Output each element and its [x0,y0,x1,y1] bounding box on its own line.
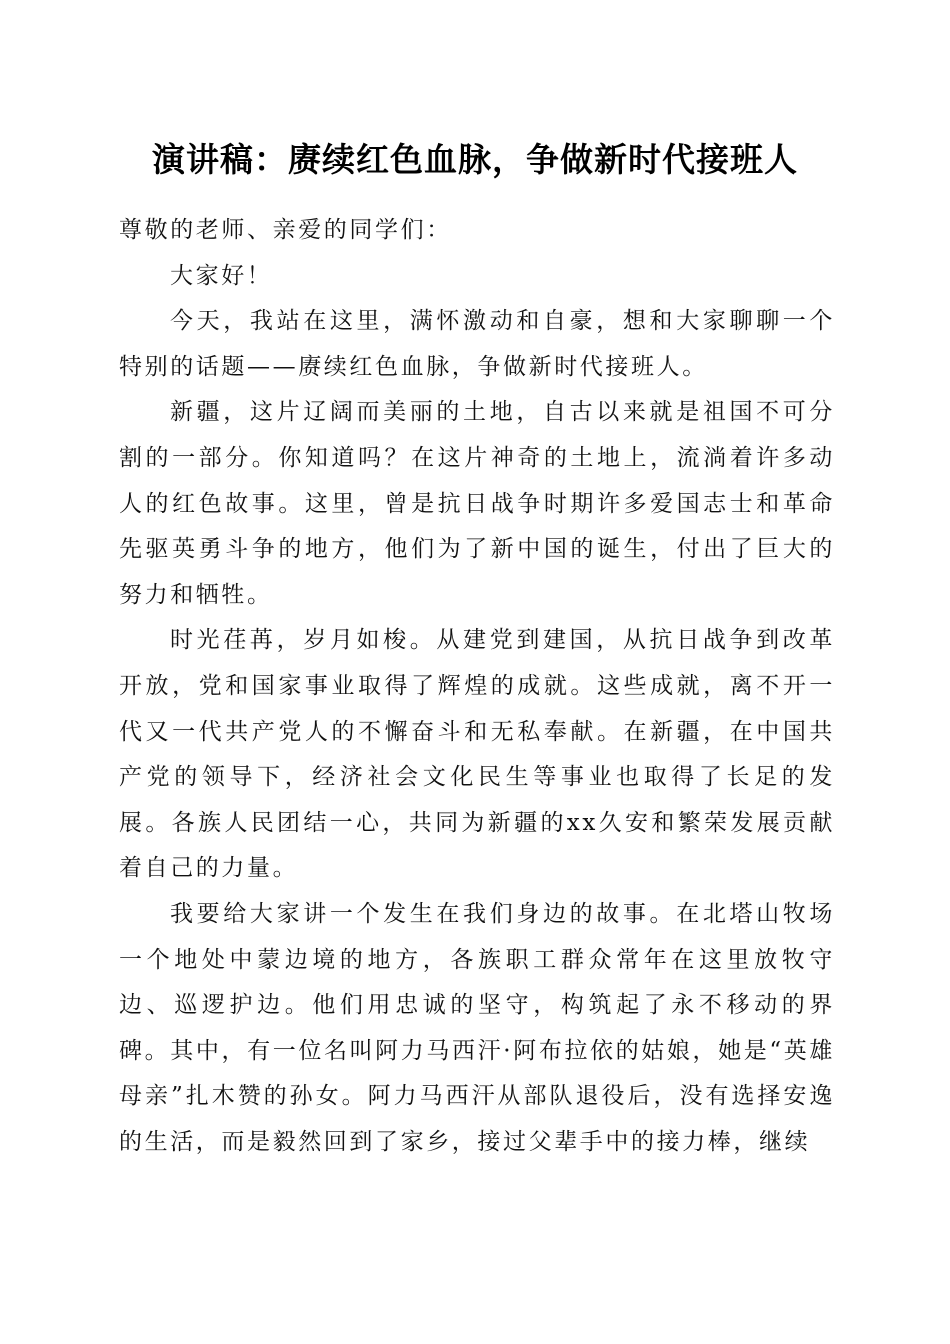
page-title: 演讲稿：赓续红色血脉，争做新时代接班人 [152,140,798,179]
paragraph-story: 我要给大家讲一个发生在我们身边的故事。在北塔山牧场一个地处中蒙边境的地方，各族职工群众常年在这里放牧守边、巡逻护边。他们用忠诚的坚守，构筑起了永不移动的界碑。其中，有一位名叫阿力马西汗·阿布拉依的姑娘，她是“英雄母亲”扎木赞的孙女。阿力马西汗从部队退役后，没有选择安逸的生活，而是毅然回到了家乡，接过父辈手中的接力棒，继续 [119,900,835,1155]
salutation: 尊敬的老师、亲爱的同学们： [119,217,452,243]
paragraph-xinjiang: 新疆，这片辽阔而美丽的土地，自古以来就是祖国不可分割的一部分。你知道吗？在这片神奇的土地上，流淌着许多动人的红色故事。这里，曾是抗日战争时期许多爱国志士和革命先驱英勇斗争的地方，他们为了新中国的诞生，付出了巨大的努力和牺牲。 [119,399,835,608]
speech-body [119,208,835,1165]
paragraph-history: 时光荏苒，岁月如梭。从建党到建国，从抗日战争到改革开放，党和国家事业取得了辉煌的成就。这些成就，离不开一代又一代共产党人的不懈奋斗和无私奉献。在新疆，在中国共产党的领导下，经济社会文化民生等事业也取得了长足的发展。各族人民团结一心，共同为新疆的xx久安和繁荣发展贡献着自己的力量。 [119,627,835,882]
paragraph-intro: 今天，我站在这里，满怀激动和自豪，想和大家聊聊一个特别的话题——赓续红色血脉，争做新时代接班人。 [119,308,835,380]
paragraph-greeting: 大家好！ [170,262,273,289]
